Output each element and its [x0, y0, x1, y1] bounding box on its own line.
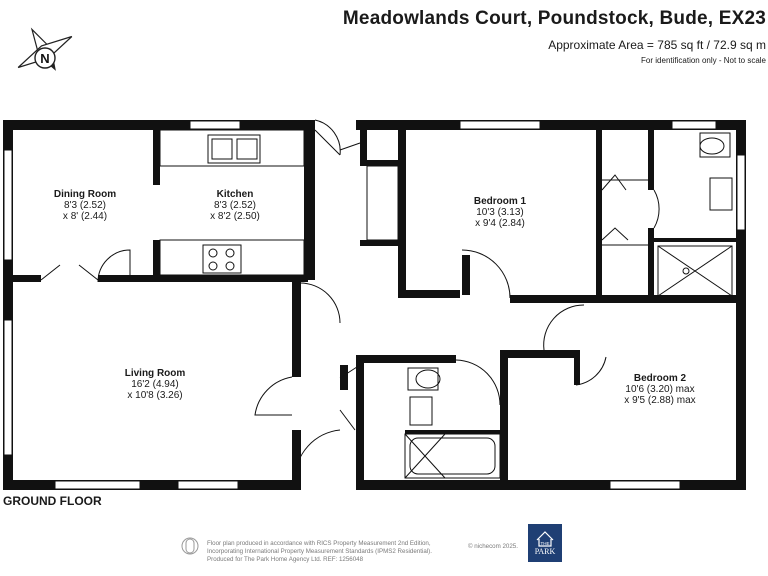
room-name: Kitchen [216, 189, 254, 200]
logo-text-top: THE [540, 541, 550, 546]
logo-text-main: PARK [534, 547, 556, 556]
room-name: Living Room [124, 368, 186, 379]
room-name: Dining Room [53, 189, 117, 200]
room-dimension: x 10'8 (3.26) [127, 390, 183, 401]
room-dimension: x 9'4 (2.84) [475, 218, 525, 229]
floor-label: GROUND FLOOR [3, 494, 102, 508]
footer-line: Incorporating International Property Measurement Standards (IPMS2 Residential). [207, 548, 432, 555]
room-dimension: x 8'2 (2.50) [210, 211, 260, 222]
room-name: Bedroom 1 [473, 196, 527, 207]
copyright: © nichecom 2025. [468, 543, 518, 550]
room-dimension: 8'3 (2.52) [64, 200, 106, 211]
footer-line: Floor plan produced in accordance with RICS Property Measurement 2nd Edition, [207, 540, 431, 547]
room-dimension: 10'6 (3.20) max [625, 384, 695, 395]
room-dimension: 8'3 (2.52) [214, 200, 256, 211]
footer-disclaimer [207, 540, 432, 564]
park-home-logo [528, 524, 562, 562]
measurement-standard-icon [182, 538, 198, 554]
room-name: Bedroom 2 [633, 373, 687, 384]
identification-note: For identification only - Not to scale [641, 56, 766, 65]
room-dimension: 16'2 (4.94) [131, 379, 179, 390]
footer-line: Produced for The Park Home Agency Ltd. REF: 1256048 [207, 556, 364, 563]
room-dimension: x 8' (2.44) [62, 211, 108, 222]
page-title: Meadowlands Court, Poundstock, Bude, EX23 [342, 8, 766, 29]
room-dimension: 10'3 (3.13) [476, 207, 524, 218]
compass-letter: N [40, 51, 50, 66]
approximate-area: Approximate Area = 785 sq ft / 72.9 sq m [548, 38, 766, 52]
room-dimension: x 9'5 (2.88) max [624, 395, 696, 406]
